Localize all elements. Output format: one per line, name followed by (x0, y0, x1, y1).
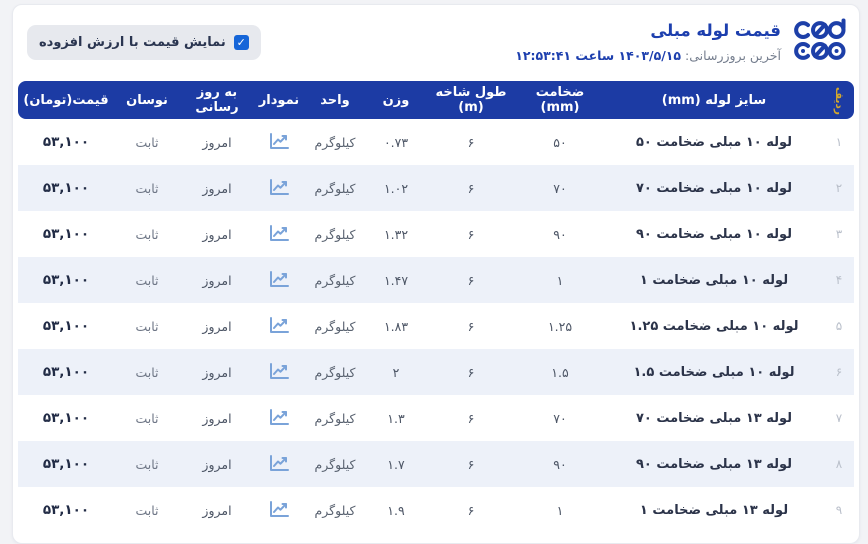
cell-fluctuation: ثابت (114, 487, 180, 533)
col-header-unit: واحد (304, 81, 366, 119)
cell-updated: امروز (180, 441, 254, 487)
cell-branch-length: ۶ (426, 441, 516, 487)
vat-toggle[interactable] (27, 25, 261, 60)
cell-updated: امروز (180, 257, 254, 303)
cell-branch-length: ۶ (426, 487, 516, 533)
cell-chart (254, 487, 304, 533)
cell-branch-length: ۶ (426, 395, 516, 441)
cell-fluctuation: ثابت (114, 395, 180, 441)
cell-row-number: ۳ (824, 211, 854, 257)
cell-branch-length: ۶ (426, 211, 516, 257)
cell-thickness: ۱.۵ (516, 349, 604, 395)
cell-thickness: ۵۰ (516, 119, 604, 165)
cell-thickness: ۹۰ (516, 441, 604, 487)
cell-updated: امروز (180, 395, 254, 441)
cell-fluctuation: ثابت (114, 349, 180, 395)
cell-product-name: لوله ۱۰ مبلی ضخامت ۵۰ (604, 119, 824, 165)
table-row (18, 395, 854, 441)
cell-fluctuation: ثابت (114, 165, 180, 211)
line-chart-icon[interactable] (266, 314, 292, 337)
cell-updated: امروز (180, 211, 254, 257)
table-row (18, 257, 854, 303)
table-row (18, 119, 854, 165)
title-block (515, 21, 781, 63)
cell-thickness: ۱ (516, 487, 604, 533)
cell-updated: امروز (180, 349, 254, 395)
cell-thickness: ۷۰ (516, 395, 604, 441)
table-row (18, 303, 854, 349)
cell-unit: کیلوگرم (304, 211, 366, 257)
cell-fluctuation: ثابت (114, 119, 180, 165)
cell-unit: کیلوگرم (304, 303, 366, 349)
last-update-value: ۱۴۰۳/۵/۱۵ ساعت ۱۲:۵۳:۴۱ (515, 47, 682, 63)
cell-product-name: لوله ۱۰ مبلی ضخامت ۷۰ (604, 165, 824, 211)
cell-price: ۵۳,۱۰۰ (18, 211, 114, 257)
cell-price: ۵۳,۱۰۰ (18, 165, 114, 211)
cell-weight: ۲ (366, 349, 426, 395)
col-header-branch-length: طول شاخه (m) (426, 81, 516, 119)
cell-row-number: ۱ (824, 119, 854, 165)
cell-price: ۵۳,۱۰۰ (18, 119, 114, 165)
table-header-row (18, 81, 854, 119)
last-update (515, 48, 781, 63)
col-header-weight: وزن (366, 81, 426, 119)
last-update-label: آخرین بروزرسانی: (685, 47, 781, 63)
col-header-pipe-size: سایز لوله (mm) (604, 81, 824, 119)
cell-product-name: لوله ۱۳ مبلی ضخامت ۷۰ (604, 395, 824, 441)
cell-price: ۵۳,۱۰۰ (18, 487, 114, 533)
cell-chart (254, 257, 304, 303)
cell-weight: ۱.۰۲ (366, 165, 426, 211)
cell-price: ۵۳,۱۰۰ (18, 349, 114, 395)
table-row (18, 165, 854, 211)
cell-chart (254, 349, 304, 395)
col-header-updated: به روز رسانی (180, 81, 254, 119)
cell-weight: ۱.۴۷ (366, 257, 426, 303)
cell-chart (254, 211, 304, 257)
col-header-thickness: ضخامت (mm) (516, 81, 604, 119)
line-chart-icon[interactable] (266, 268, 292, 291)
cell-weight: ۱.۳ (366, 395, 426, 441)
cell-row-number: ۷ (824, 395, 854, 441)
cell-row-number: ۴ (824, 257, 854, 303)
cell-fluctuation: ثابت (114, 441, 180, 487)
ahan-online-logo-icon (793, 17, 847, 68)
cell-unit: کیلوگرم (304, 441, 366, 487)
vat-toggle-label: نمایش قیمت با ارزش افزوده (39, 34, 226, 50)
cell-unit: کیلوگرم (304, 119, 366, 165)
cell-chart (254, 165, 304, 211)
cell-product-name: لوله ۱۳ مبلی ضخامت ۱ (604, 487, 824, 533)
table-row (18, 487, 854, 533)
col-header-price: قیمت(تومان) (18, 81, 114, 119)
price-widget-card (12, 4, 860, 544)
cell-row-number: ۸ (824, 441, 854, 487)
cell-unit: کیلوگرم (304, 165, 366, 211)
cell-thickness: ۱ (516, 257, 604, 303)
price-table (18, 81, 854, 533)
cell-branch-length: ۶ (426, 257, 516, 303)
cell-updated: امروز (180, 487, 254, 533)
cell-row-number: ۶ (824, 349, 854, 395)
cell-product-name: لوله ۱۰ مبلی ضخامت ۱ (604, 257, 824, 303)
cell-branch-length: ۶ (426, 165, 516, 211)
cell-price: ۵۳,۱۰۰ (18, 257, 114, 303)
cell-branch-length: ۶ (426, 349, 516, 395)
line-chart-icon[interactable] (266, 406, 292, 429)
cell-fluctuation: ثابت (114, 211, 180, 257)
line-chart-icon[interactable] (266, 498, 292, 521)
line-chart-icon[interactable] (266, 452, 292, 475)
table-row (18, 349, 854, 395)
cell-product-name: لوله ۱۰ مبلی ضخامت ۹۰ (604, 211, 824, 257)
cell-thickness: ۱.۲۵ (516, 303, 604, 349)
cell-row-number: ۵ (824, 303, 854, 349)
cell-weight: ۱.۳۲ (366, 211, 426, 257)
cell-chart (254, 441, 304, 487)
line-chart-icon[interactable] (266, 176, 292, 199)
cell-weight: ۱.۷ (366, 441, 426, 487)
cell-chart (254, 119, 304, 165)
cell-unit: کیلوگرم (304, 395, 366, 441)
cell-weight: ۱.۸۳ (366, 303, 426, 349)
cell-weight: ۰.۷۳ (366, 119, 426, 165)
cell-row-number: ۹ (824, 487, 854, 533)
cell-fluctuation: ثابت (114, 303, 180, 349)
cell-unit: کیلوگرم (304, 349, 366, 395)
col-header-chart: نمودار (254, 81, 304, 119)
checkbox-checked-icon[interactable]: ✓ (234, 35, 249, 50)
widget-header (13, 5, 859, 75)
cell-price: ۵۳,۱۰۰ (18, 303, 114, 349)
table-body (18, 119, 854, 533)
cell-price: ۵۳,۱۰۰ (18, 395, 114, 441)
cell-fluctuation: ثابت (114, 257, 180, 303)
line-chart-icon[interactable] (266, 360, 292, 383)
cell-chart (254, 303, 304, 349)
col-header-fluctuation: نوسان (114, 81, 180, 119)
col-header-row-number: ردیف (824, 81, 854, 119)
cell-product-name: لوله ۱۰ مبلی ضخامت ۱.۲۵ (604, 303, 824, 349)
cell-thickness: ۷۰ (516, 165, 604, 211)
cell-row-number: ۲ (824, 165, 854, 211)
line-chart-icon[interactable] (266, 222, 292, 245)
cell-product-name: لوله ۱۳ مبلی ضخامت ۹۰ (604, 441, 824, 487)
table-row (18, 441, 854, 487)
cell-updated: امروز (180, 303, 254, 349)
cell-updated: امروز (180, 119, 254, 165)
cell-unit: کیلوگرم (304, 487, 366, 533)
cell-weight: ۱.۹ (366, 487, 426, 533)
cell-updated: امروز (180, 165, 254, 211)
cell-unit: کیلوگرم (304, 257, 366, 303)
line-chart-icon[interactable] (266, 130, 292, 153)
cell-price: ۵۳,۱۰۰ (18, 441, 114, 487)
cell-thickness: ۹۰ (516, 211, 604, 257)
cell-product-name: لوله ۱۰ مبلی ضخامت ۱.۵ (604, 349, 824, 395)
table-row (18, 211, 854, 257)
cell-chart (254, 395, 304, 441)
cell-branch-length: ۶ (426, 119, 516, 165)
page-title: قیمت لوله مبلی (650, 21, 781, 41)
cell-branch-length: ۶ (426, 303, 516, 349)
